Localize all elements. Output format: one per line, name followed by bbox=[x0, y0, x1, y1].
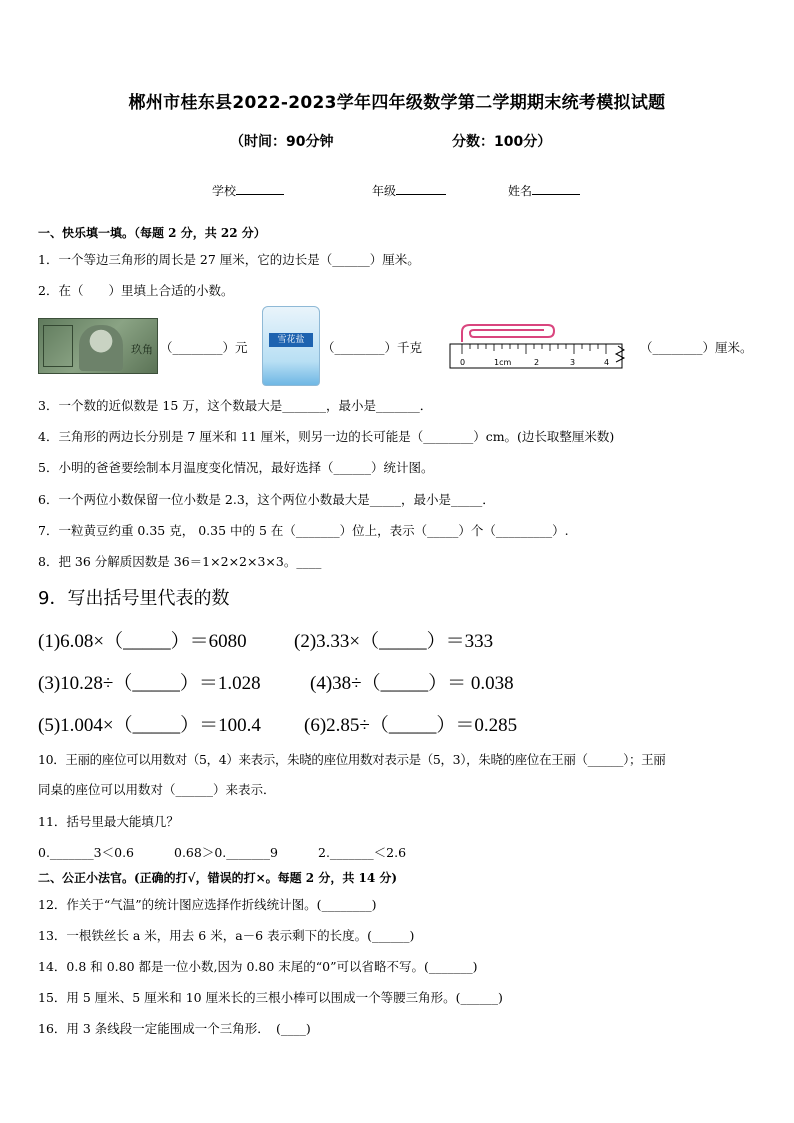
question-10-line1: 10．王丽的座位可以用数对（5，4）来表示，朱晓的座位用数对表示是（5，3），朱晓的座位在王丽（______）；王丽 bbox=[38, 752, 666, 767]
exam-score: 分数：100分） bbox=[452, 134, 552, 150]
question-7: 7．一粒黄豆约重 0.35 克， 0.35 中的 5 在（_______）位上，表示（_____）个（_________）. bbox=[38, 523, 569, 538]
question-3: 3．一个数的近似数是 15 万，这个数最大是_______，最小是_______． bbox=[38, 398, 433, 413]
question-4: 4．三角形的两边长分别是 7 厘米和 11 厘米，则另一边的长可能是（________）cm。(边长取整厘米数) bbox=[38, 429, 615, 444]
section1-heading: 一、快乐填一填。（每题 2 分，共 22 分） bbox=[38, 226, 266, 240]
banknote-label: 玖角 bbox=[131, 343, 153, 356]
name-label: 姓名 bbox=[508, 184, 533, 198]
ruler-tick-2: 2 bbox=[534, 358, 540, 367]
q9-item-5: (5)1.004×（_____）＝100.4 bbox=[38, 715, 261, 736]
q9-item-1: (1)6.08×（_____）＝6080 bbox=[38, 631, 247, 652]
ruler-tick-4: 4 bbox=[604, 358, 610, 367]
question-15: 15．用 5 厘米、5 厘米和 10 厘米长的三根小棒可以围成一个等腰三角形。(______) bbox=[38, 990, 503, 1005]
ruler-tick-0: 0 bbox=[460, 358, 466, 367]
question-14: 14．0.8 和 0.80 都是一位小数,因为 0.80 末尾的“0”可以省略不写。(_______) bbox=[38, 959, 478, 974]
q9-item-3: (3)10.28÷（_____）＝1.028 bbox=[38, 673, 261, 694]
question-6: 6．一个两位小数保留一位小数是 2.3，这个两位小数最大是_____，最小是_____． bbox=[38, 492, 495, 507]
question-10-line2: 同桌的座位可以用数对（______）来表示． bbox=[38, 782, 276, 797]
grade-field[interactable] bbox=[372, 182, 446, 199]
q11-item-2: 0.68＞0._______9 bbox=[174, 845, 278, 860]
q9-item-6: (6)2.85÷（_____）＝0.285 bbox=[304, 715, 518, 736]
page-title: 郴州市桂东县2022-2023学年四年级数学第二学期期末统考模拟试题 bbox=[128, 93, 666, 113]
question-12: 12．作关于“气温”的统计图应选择作折线统计图。(________) bbox=[38, 897, 377, 912]
exam-time: （时间：90分钟 bbox=[230, 134, 334, 150]
banknote-image bbox=[38, 318, 158, 374]
section2-heading: 二、公正小法官。(正确的打√，错误的打×。每题 2 分，共 14 分) bbox=[38, 871, 398, 885]
school-label: 学校 bbox=[212, 184, 237, 198]
question-1: 1．一个等边三角形的周长是 27 厘米，它的边长是（______）厘米。 bbox=[38, 252, 420, 267]
q11-item-1: 0._______3＜0.6 bbox=[38, 845, 135, 860]
salt-bag-image bbox=[262, 306, 320, 386]
q2-yuan-blank[interactable]: （________）元 bbox=[160, 340, 248, 355]
question-5: 5．小明的爸爸要绘制本月温度变化情况，最好选择（______）统计图。 bbox=[38, 460, 434, 475]
q2-kg-blank[interactable]: （________）千克 bbox=[322, 340, 423, 355]
ruler-tick-1: 1cm bbox=[494, 358, 512, 367]
question-16: 16．用 3 条线段一定能围成一个三角形． (____) bbox=[38, 1021, 311, 1036]
question-8: 8．把 36 分解质因数是 36＝1×2×2×3×3。____ bbox=[38, 554, 322, 569]
name-field[interactable] bbox=[508, 182, 580, 199]
school-field[interactable] bbox=[212, 182, 284, 199]
ruler-with-clip-image bbox=[448, 322, 632, 370]
q11-item-3: 2._______＜2.6 bbox=[318, 845, 407, 860]
ruler-tick-3: 3 bbox=[570, 358, 576, 367]
salt-bag-label: 雪花盐 bbox=[269, 333, 313, 347]
q9-item-4: (4)38÷（_____）＝ 0.038 bbox=[310, 673, 514, 694]
grade-label: 年级 bbox=[372, 184, 397, 198]
question-11: 11．括号里最大能填几？ bbox=[38, 814, 179, 829]
question-9: 9．写出括号里代表的数 bbox=[38, 588, 230, 609]
q9-item-2: (2)3.33×（_____）＝333 bbox=[294, 631, 494, 652]
q2-cm-blank[interactable]: （________）厘米。 bbox=[640, 340, 753, 355]
question-2: 2．在（ ）里填上合适的小数。 bbox=[38, 283, 234, 298]
question-13: 13．一根铁丝长 a 米，用去 6 米，a－6 表示剩下的长度。(______) bbox=[38, 928, 415, 943]
